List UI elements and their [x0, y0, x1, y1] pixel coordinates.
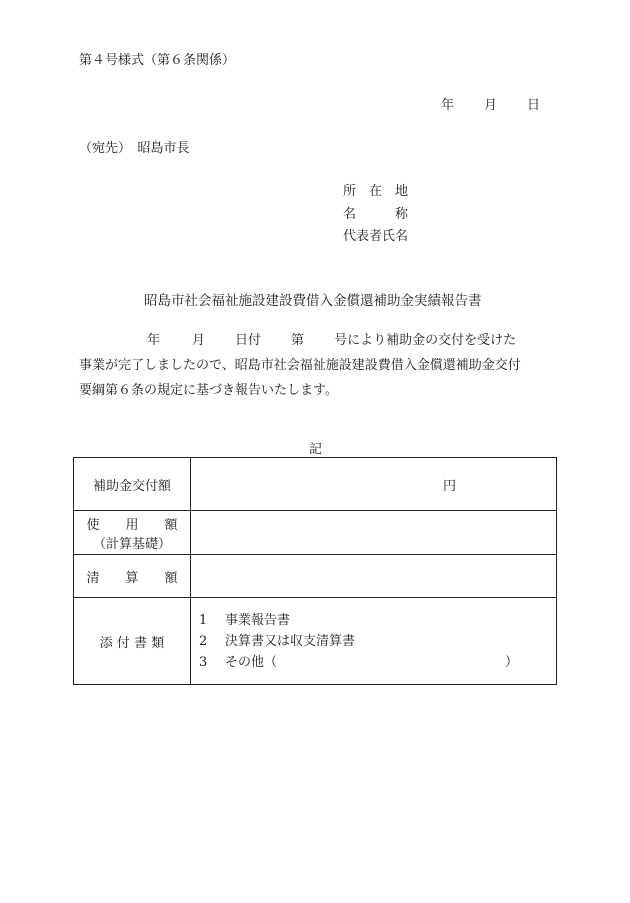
date-day: 日	[527, 98, 541, 113]
list-item: 2 決算書又は収支清算書	[199, 633, 356, 649]
subsidy-amount-label: 補助金交付額	[74, 458, 191, 511]
body-paragraph	[79, 328, 554, 403]
table-row	[74, 511, 557, 555]
subsidy-amount-value: 円	[191, 458, 557, 511]
addressee: （宛先） 昭島市長	[79, 141, 190, 156]
attachments-list	[191, 598, 557, 685]
ki-heading: 記	[309, 442, 323, 457]
applicant-address-label: 所 在 地	[343, 184, 409, 199]
body-year: 年	[147, 333, 161, 348]
settlement-amount-value	[191, 555, 557, 598]
body-line-2: 事業が完了しましたので、昭島市社会福祉施設建設費借入金償還補助金交付	[79, 358, 521, 373]
table-row	[74, 555, 557, 598]
report-table	[73, 457, 557, 685]
table-row	[74, 598, 557, 685]
list-item: 1 事業報告書	[199, 612, 291, 628]
form-number: 第４号様式（第６条関係）	[79, 53, 236, 68]
applicant-representative-label: 代表者氏名	[343, 229, 409, 244]
applicant-name-label: 名 称	[343, 207, 409, 222]
settlement-amount-label: 清 算 額	[74, 555, 191, 598]
body-line-3: 要綱第６条の規定に基づき報告いたします。	[79, 383, 338, 398]
table-row	[74, 458, 557, 511]
usage-amount-value	[191, 511, 557, 555]
attachments-label: 添 付 書 類	[74, 598, 191, 685]
list-item: 3 その他（ ）	[199, 654, 519, 670]
body-dai: 第	[291, 333, 305, 348]
document-title: 昭島市社会福祉施設建設費借入金償還補助金実績報告書	[144, 293, 482, 309]
date-month: 月	[484, 98, 498, 113]
usage-amount-label-line2: （計算基礎）	[92, 536, 171, 552]
usage-amount-label-line1: 使 用 額	[86, 517, 178, 533]
usage-amount-label	[74, 511, 191, 555]
body-line-1	[79, 328, 554, 353]
date-line	[441, 94, 540, 113]
body-month: 月	[192, 333, 206, 348]
body-line1-rest: 号により補助金の交付を受けた	[334, 333, 517, 348]
date-year: 年	[441, 98, 455, 113]
body-day-dated: 日付	[235, 333, 262, 348]
